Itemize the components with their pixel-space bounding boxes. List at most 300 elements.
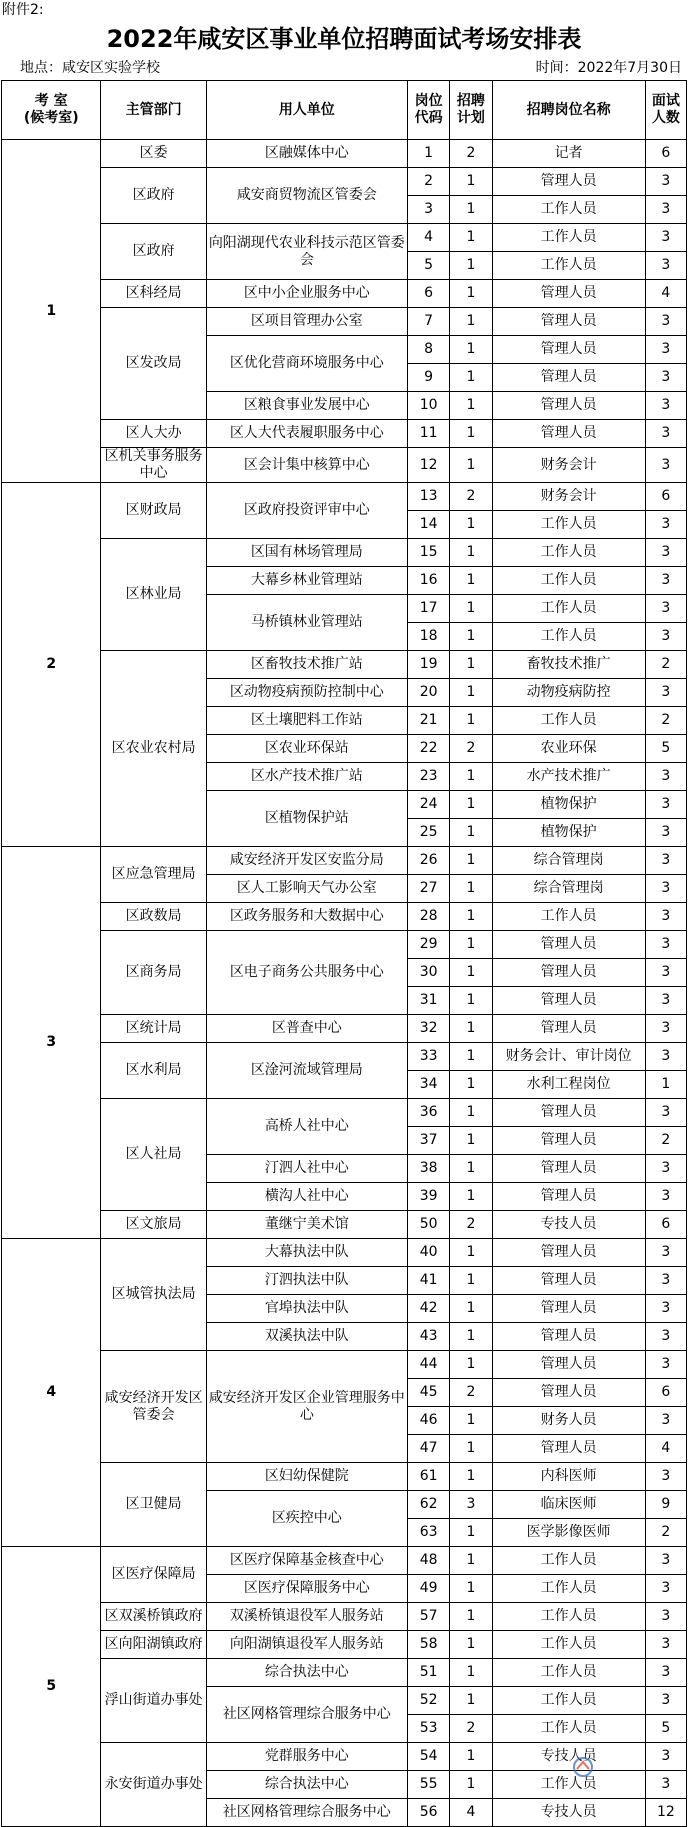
post-cell: 管理人员	[492, 168, 645, 196]
table-row	[2, 1603, 687, 1631]
count-cell: 12	[645, 1799, 686, 1827]
count-cell: 3	[645, 791, 686, 819]
table-row	[2, 1463, 687, 1491]
plan-cell: 1	[450, 1575, 492, 1603]
count-cell: 3	[645, 763, 686, 791]
post-cell: 管理人员	[492, 1127, 645, 1155]
plan-cell: 1	[450, 1463, 492, 1491]
code-cell: 47	[407, 1435, 449, 1463]
code-cell: 17	[407, 595, 449, 623]
count-cell: 3	[645, 224, 686, 252]
post-cell: 植物保护	[492, 819, 645, 847]
code-cell: 48	[407, 1547, 449, 1575]
post-cell: 工作人员	[492, 623, 645, 651]
plan-cell: 1	[450, 903, 492, 931]
room-cell: 5	[2, 1547, 101, 1827]
unit-cell: 横沟人社中心	[206, 1183, 407, 1211]
location-text: 地点：咸安区实验学校	[20, 60, 160, 76]
unit-cell: 区政务服务和大数据中心	[206, 903, 407, 931]
count-cell: 6	[645, 140, 686, 168]
count-cell: 3	[645, 1575, 686, 1603]
post-cell: 工作人员	[492, 196, 645, 224]
dept-cell: 区农业农村局	[101, 651, 206, 847]
count-cell: 3	[645, 1099, 686, 1127]
count-cell: 3	[645, 1043, 686, 1071]
post-cell: 工作人员	[492, 1631, 645, 1659]
post-cell: 管理人员	[492, 987, 645, 1015]
count-cell: 3	[645, 252, 686, 280]
unit-cell: 区植物保护站	[206, 791, 407, 847]
dept-cell: 区商务局	[101, 931, 206, 1015]
unit-cell: 汀泗人社中心	[206, 1155, 407, 1183]
table-row	[2, 539, 687, 567]
plan-cell: 1	[450, 931, 492, 959]
plan-cell: 1	[450, 1071, 492, 1099]
count-cell: 4	[645, 280, 686, 308]
plan-cell: 1	[450, 539, 492, 567]
plan-cell: 1	[450, 567, 492, 595]
plan-cell: 1	[450, 1435, 492, 1463]
code-cell: 15	[407, 539, 449, 567]
count-cell: 3	[645, 168, 686, 196]
plan-cell: 1	[450, 1323, 492, 1351]
plan-cell: 1	[450, 819, 492, 847]
table-row	[2, 1547, 687, 1575]
count-cell: 3	[645, 1351, 686, 1379]
room-cell: 2	[2, 483, 101, 847]
plan-cell: 1	[450, 1631, 492, 1659]
plan-cell: 1	[450, 959, 492, 987]
plan-cell: 1	[450, 1155, 492, 1183]
count-cell: 2	[645, 1127, 686, 1155]
count-cell: 1	[645, 1071, 686, 1099]
post-cell: 财务人员	[492, 1407, 645, 1435]
post-cell: 管理人员	[492, 336, 645, 364]
count-cell: 6	[645, 483, 686, 511]
table-row	[2, 903, 687, 931]
table-row	[2, 847, 687, 875]
code-cell: 18	[407, 623, 449, 651]
unit-cell: 区电子商务公共服务中心	[206, 931, 407, 1015]
table-body	[2, 140, 687, 1827]
count-cell: 2	[645, 1519, 686, 1547]
count-cell: 3	[645, 1407, 686, 1435]
code-cell: 39	[407, 1183, 449, 1211]
count-cell: 3	[645, 1631, 686, 1659]
count-cell: 3	[645, 1267, 686, 1295]
page-title: 2022年咸安区事业单位招聘面试考场安排表	[106, 25, 582, 53]
post-cell: 医学影像医师	[492, 1519, 645, 1547]
plan-cell: 1	[450, 1267, 492, 1295]
unit-cell: 综合执法中心	[206, 1659, 407, 1687]
dept-cell: 区人社局	[101, 1099, 206, 1211]
dept-cell: 区政府	[101, 168, 206, 224]
count-cell: 2	[645, 651, 686, 679]
dept-cell: 区应急管理局	[101, 847, 206, 903]
code-cell: 63	[407, 1519, 449, 1547]
plan-cell: 1	[450, 1687, 492, 1715]
dept-cell: 区卫健局	[101, 1463, 206, 1547]
unit-cell: 区人工影响天气办公室	[206, 875, 407, 903]
post-cell: 财务会计、审计岗位	[492, 1043, 645, 1071]
dept-cell: 区科经局	[101, 280, 206, 308]
plan-cell: 1	[450, 1099, 492, 1127]
plan-cell: 1	[450, 1295, 492, 1323]
code-cell: 37	[407, 1127, 449, 1155]
post-cell: 工作人员	[492, 1687, 645, 1715]
post-cell: 水产技术推广	[492, 763, 645, 791]
code-cell: 58	[407, 1631, 449, 1659]
post-cell: 工作人员	[492, 567, 645, 595]
room-cell: 4	[2, 1239, 101, 1547]
unit-cell: 咸安经济开发区安监分局	[206, 847, 407, 875]
dept-cell: 区医疗保障局	[101, 1547, 206, 1603]
post-cell: 农业环保	[492, 735, 645, 763]
post-cell: 管理人员	[492, 1323, 645, 1351]
room-cell: 1	[2, 140, 101, 483]
count-cell: 3	[645, 196, 686, 224]
code-cell: 52	[407, 1687, 449, 1715]
post-cell: 植物保护	[492, 791, 645, 819]
post-cell: 专技人员	[492, 1799, 645, 1827]
count-cell: 3	[645, 679, 686, 707]
code-cell: 33	[407, 1043, 449, 1071]
code-cell: 54	[407, 1743, 449, 1771]
room-cell: 3	[2, 847, 101, 1239]
dept-cell: 浮山街道办事处	[101, 1659, 206, 1743]
post-cell: 管理人员	[492, 280, 645, 308]
plan-cell: 1	[450, 196, 492, 224]
plan-cell: 1	[450, 448, 492, 483]
post-cell: 专技人员	[492, 1211, 645, 1239]
unit-cell: 区医疗保障服务中心	[206, 1575, 407, 1603]
code-cell: 44	[407, 1351, 449, 1379]
code-cell: 42	[407, 1295, 449, 1323]
attachment-label: 附件2:	[2, 2, 44, 18]
code-cell: 53	[407, 1715, 449, 1743]
code-cell: 22	[407, 735, 449, 763]
code-cell: 19	[407, 651, 449, 679]
unit-cell: 区疾控中心	[206, 1491, 407, 1547]
post-cell: 工作人员	[492, 539, 645, 567]
count-cell: 6	[645, 1379, 686, 1407]
post-cell: 综合管理岗	[492, 875, 645, 903]
plan-cell: 2	[450, 735, 492, 763]
code-cell: 7	[407, 308, 449, 336]
code-cell: 61	[407, 1463, 449, 1491]
count-cell: 3	[645, 511, 686, 539]
unit-cell: 向阳湖现代农业科技示范区管委会	[206, 224, 407, 280]
header-row	[2, 81, 687, 140]
post-cell: 工作人员	[492, 1575, 645, 1603]
count-cell: 3	[645, 623, 686, 651]
post-cell: 管理人员	[492, 392, 645, 420]
header-code: 岗位 代码	[407, 81, 449, 140]
code-cell: 40	[407, 1239, 449, 1267]
post-cell: 专技人员	[492, 1743, 645, 1771]
code-cell: 8	[407, 336, 449, 364]
dept-cell: 咸安经济开发区管委会	[101, 1351, 206, 1463]
code-cell: 30	[407, 959, 449, 987]
post-cell: 管理人员	[492, 1379, 645, 1407]
plan-cell: 1	[450, 336, 492, 364]
count-cell: 3	[645, 1183, 686, 1211]
plan-cell: 1	[450, 875, 492, 903]
count-cell: 3	[645, 1239, 686, 1267]
count-cell: 3	[645, 539, 686, 567]
code-cell: 31	[407, 987, 449, 1015]
post-cell: 工作人员	[492, 1547, 645, 1575]
count-cell: 3	[645, 1155, 686, 1183]
post-cell: 记者	[492, 140, 645, 168]
dept-cell: 区林业局	[101, 539, 206, 651]
code-cell: 2	[407, 168, 449, 196]
dept-cell: 区城管执法局	[101, 1239, 206, 1351]
post-cell: 工作人员	[492, 1715, 645, 1743]
code-cell: 56	[407, 1799, 449, 1827]
plan-cell: 1	[450, 1603, 492, 1631]
plan-cell: 1	[450, 1659, 492, 1687]
unit-cell: 区中小企业服务中心	[206, 280, 407, 308]
plan-cell: 3	[450, 1491, 492, 1519]
post-cell: 财务会计	[492, 483, 645, 511]
unit-cell: 区国有林场管理局	[206, 539, 407, 567]
count-cell: 3	[645, 1295, 686, 1323]
watermark-logo	[572, 1753, 682, 1781]
post-cell: 管理人员	[492, 420, 645, 448]
post-cell: 临床医师	[492, 1491, 645, 1519]
plan-cell: 1	[450, 679, 492, 707]
count-cell: 3	[645, 1687, 686, 1715]
unit-cell: 区淦河流域管理局	[206, 1043, 407, 1099]
unit-cell: 马桥镇林业管理站	[206, 595, 407, 651]
unit-cell: 区动物疫病预防控制中心	[206, 679, 407, 707]
plan-cell: 1	[450, 308, 492, 336]
post-cell: 工作人员	[492, 252, 645, 280]
table-row	[2, 1239, 687, 1267]
post-cell: 工作人员	[492, 224, 645, 252]
code-cell: 23	[407, 763, 449, 791]
code-cell: 38	[407, 1155, 449, 1183]
unit-cell: 区普查中心	[206, 1015, 407, 1043]
plan-cell: 1	[450, 651, 492, 679]
unit-cell: 双溪执法中队	[206, 1323, 407, 1351]
code-cell: 27	[407, 875, 449, 903]
unit-cell: 区土壤肥料工作站	[206, 707, 407, 735]
count-cell: 3	[645, 1015, 686, 1043]
code-cell: 10	[407, 392, 449, 420]
code-cell: 14	[407, 511, 449, 539]
dept-cell: 区人大办	[101, 420, 206, 448]
code-cell: 29	[407, 931, 449, 959]
code-cell: 1	[407, 140, 449, 168]
table-row	[2, 280, 687, 308]
code-cell: 6	[407, 280, 449, 308]
count-cell: 3	[645, 392, 686, 420]
dept-cell: 区文旅局	[101, 1211, 206, 1239]
table-row	[2, 168, 687, 196]
unit-cell: 区医疗保障基金核查中心	[206, 1547, 407, 1575]
unit-cell: 社区网格管理综合服务中心	[206, 1687, 407, 1743]
dept-cell: 区双溪桥镇政府	[101, 1603, 206, 1631]
code-cell: 50	[407, 1211, 449, 1239]
count-cell: 5	[645, 1715, 686, 1743]
unit-cell: 区优化营商环境服务中心	[206, 336, 407, 392]
dept-cell: 区发改局	[101, 308, 206, 420]
count-cell: 3	[645, 931, 686, 959]
table-row	[2, 1659, 687, 1687]
plan-cell: 1	[450, 595, 492, 623]
plan-cell: 2	[450, 1715, 492, 1743]
code-cell: 51	[407, 1659, 449, 1687]
plan-cell: 1	[450, 1183, 492, 1211]
post-cell: 管理人员	[492, 308, 645, 336]
post-cell: 管理人员	[492, 1435, 645, 1463]
post-cell: 工作人员	[492, 707, 645, 735]
header-dept: 主管部门	[101, 81, 206, 140]
unit-cell: 双溪桥镇退役军人服务站	[206, 1603, 407, 1631]
plan-cell: 1	[450, 224, 492, 252]
post-cell: 管理人员	[492, 364, 645, 392]
header-plan: 招聘 计划	[450, 81, 492, 140]
code-cell: 49	[407, 1575, 449, 1603]
unit-cell: 社区网格管理综合服务中心	[206, 1799, 407, 1827]
plan-cell: 2	[450, 1211, 492, 1239]
plan-cell: 1	[450, 280, 492, 308]
count-cell: 3	[645, 1743, 686, 1771]
code-cell: 41	[407, 1267, 449, 1295]
unit-cell: 区畜牧技术推广站	[206, 651, 407, 679]
header-unit: 用人单位	[206, 81, 407, 140]
plan-cell: 1	[450, 511, 492, 539]
unit-cell: 官埠执法中队	[206, 1295, 407, 1323]
code-cell: 13	[407, 483, 449, 511]
code-cell: 11	[407, 420, 449, 448]
count-cell: 3	[645, 336, 686, 364]
dept-cell: 区水利局	[101, 1043, 206, 1099]
header-post: 招聘岗位名称	[492, 81, 645, 140]
plan-cell: 1	[450, 623, 492, 651]
unit-cell: 区水产技术推广站	[206, 763, 407, 791]
post-cell: 管理人员	[492, 1295, 645, 1323]
plan-cell: 1	[450, 1519, 492, 1547]
plan-cell: 2	[450, 1379, 492, 1407]
dept-cell: 区向阳湖镇政府	[101, 1631, 206, 1659]
count-cell: 3	[645, 903, 686, 931]
post-cell: 动物疫病防控	[492, 679, 645, 707]
count-cell: 3	[645, 987, 686, 1015]
unit-cell: 区农业环保站	[206, 735, 407, 763]
code-cell: 5	[407, 252, 449, 280]
post-cell: 工作人员	[492, 1603, 645, 1631]
count-cell: 3	[645, 420, 686, 448]
count-cell: 3	[645, 364, 686, 392]
code-cell: 4	[407, 224, 449, 252]
count-cell: 4	[645, 1435, 686, 1463]
code-cell: 43	[407, 1323, 449, 1351]
unit-cell: 大幕执法中队	[206, 1239, 407, 1267]
post-cell: 管理人员	[492, 1183, 645, 1211]
post-cell: 畜牧技术推广	[492, 651, 645, 679]
unit-cell: 董继宁美术馆	[206, 1211, 407, 1239]
plan-cell: 1	[450, 1743, 492, 1771]
code-cell: 46	[407, 1407, 449, 1435]
plan-cell: 1	[450, 707, 492, 735]
plan-cell: 1	[450, 1127, 492, 1155]
plan-cell: 1	[450, 847, 492, 875]
code-cell: 3	[407, 196, 449, 224]
plan-cell: 1	[450, 763, 492, 791]
code-cell: 9	[407, 364, 449, 392]
count-cell: 3	[645, 847, 686, 875]
unit-cell: 区政府投资评审中心	[206, 483, 407, 539]
code-cell: 25	[407, 819, 449, 847]
plan-cell: 1	[450, 252, 492, 280]
unit-cell: 区会计集中核算中心	[206, 448, 407, 483]
post-cell: 工作人员	[492, 1771, 645, 1799]
unit-cell: 区妇幼保健院	[206, 1463, 407, 1491]
schedule-table	[1, 80, 687, 1827]
post-cell: 水利工程岗位	[492, 1071, 645, 1099]
dept-cell: 区机关事务服务中心	[101, 448, 206, 483]
post-cell: 管理人员	[492, 1239, 645, 1267]
post-cell: 管理人员	[492, 1099, 645, 1127]
count-cell: 3	[645, 959, 686, 987]
table-row	[2, 308, 687, 336]
table-row	[2, 483, 687, 511]
count-cell: 3	[645, 819, 686, 847]
plan-cell: 1	[450, 1239, 492, 1267]
code-cell: 28	[407, 903, 449, 931]
count-cell: 3	[645, 308, 686, 336]
watermark-icon	[572, 1756, 594, 1778]
dept-cell: 区委	[101, 140, 206, 168]
post-cell: 综合管理岗	[492, 847, 645, 875]
code-cell: 45	[407, 1379, 449, 1407]
plan-cell: 1	[450, 1547, 492, 1575]
code-cell: 12	[407, 448, 449, 483]
plan-cell: 1	[450, 1043, 492, 1071]
post-cell: 财务会计	[492, 448, 645, 483]
unit-cell: 综合执法中心	[206, 1771, 407, 1799]
table-row	[2, 1015, 687, 1043]
table-row	[2, 1211, 687, 1239]
count-cell: 3	[645, 1323, 686, 1351]
unit-cell: 区粮食事业发展中心	[206, 392, 407, 420]
table-row	[2, 1043, 687, 1071]
code-cell: 24	[407, 791, 449, 819]
post-cell: 管理人员	[492, 931, 645, 959]
count-cell: 3	[645, 1547, 686, 1575]
code-cell: 26	[407, 847, 449, 875]
post-cell: 工作人员	[492, 511, 645, 539]
unit-cell: 区项目管理办公室	[206, 308, 407, 336]
unit-cell: 高桥人社中心	[206, 1099, 407, 1155]
unit-cell: 区人大代表履职服务中心	[206, 420, 407, 448]
unit-cell: 党群服务中心	[206, 1743, 407, 1771]
table-row	[2, 1351, 687, 1379]
plan-cell: 2	[450, 140, 492, 168]
code-cell: 20	[407, 679, 449, 707]
unit-cell: 向阳湖镇退役军人服务站	[206, 1631, 407, 1659]
unit-cell: 区融媒体中心	[206, 140, 407, 168]
count-cell: 9	[645, 1491, 686, 1519]
dept-cell: 区统计局	[101, 1015, 206, 1043]
code-cell: 36	[407, 1099, 449, 1127]
dept-cell: 区政数局	[101, 903, 206, 931]
count-cell: 6	[645, 1211, 686, 1239]
post-cell: 工作人员	[492, 1659, 645, 1687]
